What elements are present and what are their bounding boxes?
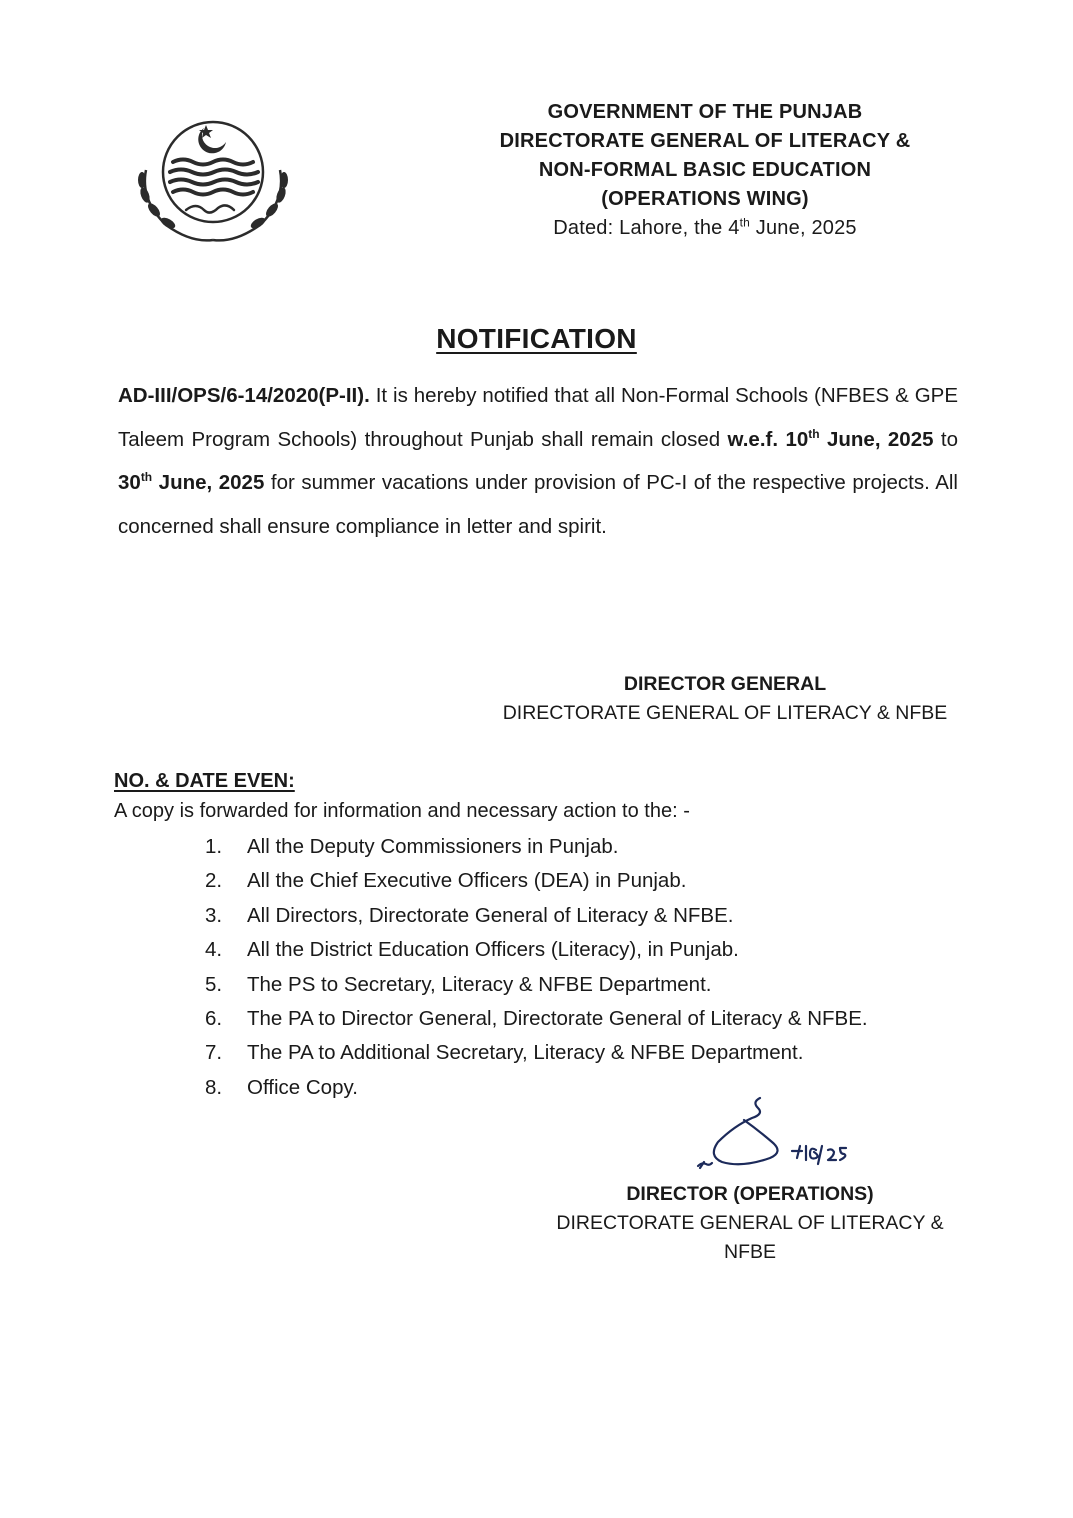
list-item: 5. The PS to Secretary, Literacy & NFBE Department. [205, 972, 712, 996]
list-item: 1. All the Deputy Commissioners in Punjab. [205, 835, 619, 858]
page-title: NOTIFICATION [436, 323, 637, 354]
forwarding-heading: NO. & DATE EVEN: [114, 770, 295, 792]
signatory-office: DIRECTORATE GENERAL OF LITERACY & NFBE [556, 1212, 944, 1263]
signatory-title: DIRECTOR GENERAL [623, 673, 827, 695]
list-item: 3. All Directors, Directorate General of Literacy & NFBE. [205, 903, 734, 927]
list-item: 8. Office Copy. [205, 1075, 358, 1099]
handwritten-signature-icon [690, 1090, 890, 1180]
list-item: 4. All the District Education Officers (Literacy), in Punjab. [205, 938, 739, 962]
list-item: 2. All the Chief Executive Officers (DEA) in Punjab. [205, 869, 687, 893]
forwarding-intro: A copy is forwarded for information and necessary action to the: - [114, 800, 690, 822]
signatory-title: DIRECTOR (OPERATIONS) [626, 1183, 874, 1205]
closure-start-date: w.e.f. 10th June, 2025 [727, 426, 934, 451]
header-government: GOVERNMENT OF THE PUNJAB [547, 101, 863, 123]
signatory-office: DIRECTORATE GENERAL OF LITERACY & NFBE [502, 702, 948, 724]
header-nfbe: NON-FORMAL BASIC EDUCATION [538, 159, 872, 181]
list-item: 7. The PA to Additional Secretary, Literacy & NFBE Department. [205, 1041, 804, 1065]
header-date: Dated: Lahore, the 4th June, 2025 [553, 215, 857, 239]
closure-end-date: 30th June, 2025 [118, 470, 265, 494]
notification-body: AD-III/OPS/6-14/2020(P-II). It is hereby notified that all Non-Formal Schools (NFBES & GPE Taleem Program Schools) throughout Punjab shall remain closed w.e.f. 10th June, 2025 to 30th June, 2025 for summer vacations under provision of PC-I of the respective projects. All concerned shall ensure compliance in letter and spirit. [118, 384, 959, 538]
forwarding-section [114, 766, 974, 826]
header-wing: (OPERATIONS WING) [601, 188, 809, 210]
reference-number: AD-III/OPS/6-14/2020(P-II). [118, 384, 370, 407]
list-item: 6. The PA to Director General, Directorate General of Literacy & NFBE. [205, 1006, 868, 1030]
punjab-emblem-icon [128, 110, 298, 245]
distribution-list [205, 830, 965, 1105]
signatory-director-general [490, 670, 960, 728]
header-directorate: DIRECTORATE GENERAL OF LITERACY & [499, 130, 911, 152]
letterhead [490, 98, 920, 243]
signatory-director-operations [530, 1180, 970, 1267]
